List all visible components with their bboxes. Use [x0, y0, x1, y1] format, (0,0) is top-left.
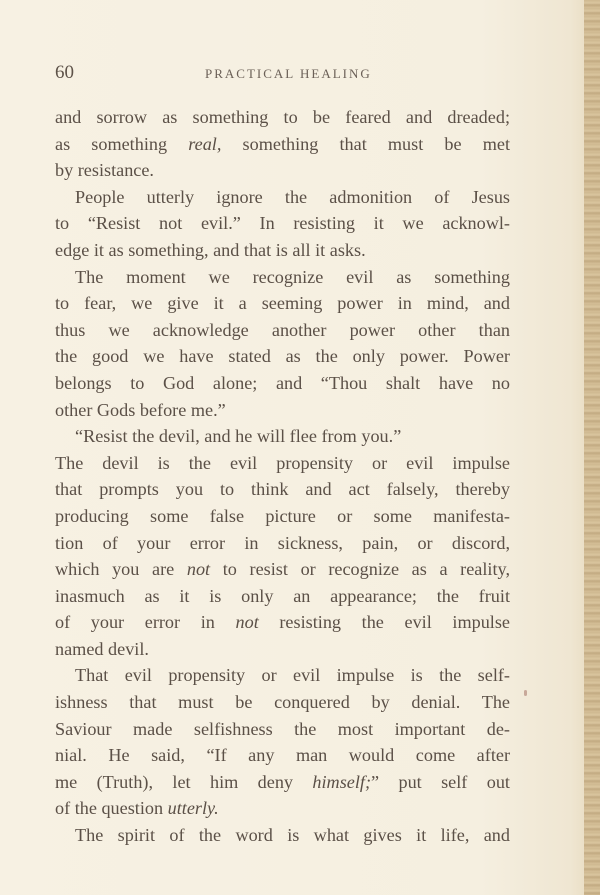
- text-line: inasmuch as it is only an appearance; the fruit: [55, 585, 510, 606]
- text-line: People utterly ignore the admonition of Jesus: [75, 186, 510, 207]
- text-line: the good we have stated as the only power. Power: [55, 346, 510, 367]
- text-line: nial. He said, “If any man would come after: [55, 745, 510, 766]
- margin-mark: [524, 690, 527, 696]
- text-line: other Gods before me.”: [55, 399, 226, 420]
- text-line: Saviour made selfishness the most important de-: [55, 718, 510, 739]
- text-line: of your error in not resisting the evil impulse: [55, 612, 510, 633]
- text-line: tion of your error in sickness, pain, or discord,: [55, 532, 510, 553]
- text-line: thus we acknowledge another power other than: [55, 319, 510, 340]
- italic-word: himself;: [312, 771, 372, 792]
- text-line: edge it as something, and that is all it asks.: [55, 239, 366, 260]
- page-header: [55, 62, 505, 86]
- text-line: me (Truth), let him deny himself;” put self out: [55, 771, 510, 792]
- text-line: named devil.: [55, 638, 149, 659]
- text-line: to “Resist not evil.” In resisting it we acknowl-: [55, 213, 510, 234]
- text-line: which you are not to resist or recognize as a reality,: [55, 559, 510, 580]
- text-line: That evil propensity or evil impulse is the self-: [75, 665, 510, 686]
- text-line: to fear, we give it a seeming power in mind, and: [55, 293, 510, 314]
- text-line: that prompts you to think and act falsely, thereby: [55, 479, 510, 500]
- text-line: “Resist the devil, and he will flee from you.”: [75, 426, 402, 447]
- text-line: The devil is the evil propensity or evil impulse: [55, 452, 510, 473]
- body-text: [55, 104, 510, 849]
- text-line: producing some false picture or some manifesta-: [55, 505, 510, 526]
- text-line: as something real, something that must be met: [55, 133, 510, 154]
- italic-word: real,: [188, 133, 222, 154]
- text-line: ishness that must be conquered by denial. The: [55, 692, 510, 713]
- text-line: by resistance.: [55, 160, 154, 181]
- italic-word: not: [186, 559, 211, 580]
- text-line: belongs to God alone; and “Thou shalt have no: [55, 372, 510, 393]
- text-line: The spirit of the word is what gives it life, and: [75, 825, 510, 846]
- italic-word: not: [235, 612, 259, 633]
- text-line: and sorrow as something to be feared and dreaded;: [55, 107, 510, 127]
- page-edge: [584, 0, 600, 895]
- running-head: PRACTICAL HEALING: [205, 66, 372, 81]
- text-line: of the question utterly.: [55, 798, 219, 819]
- page-number: 60: [55, 62, 74, 83]
- italic-word: utterly.: [167, 798, 219, 819]
- text-line: The moment we recognize evil as something: [75, 266, 510, 287]
